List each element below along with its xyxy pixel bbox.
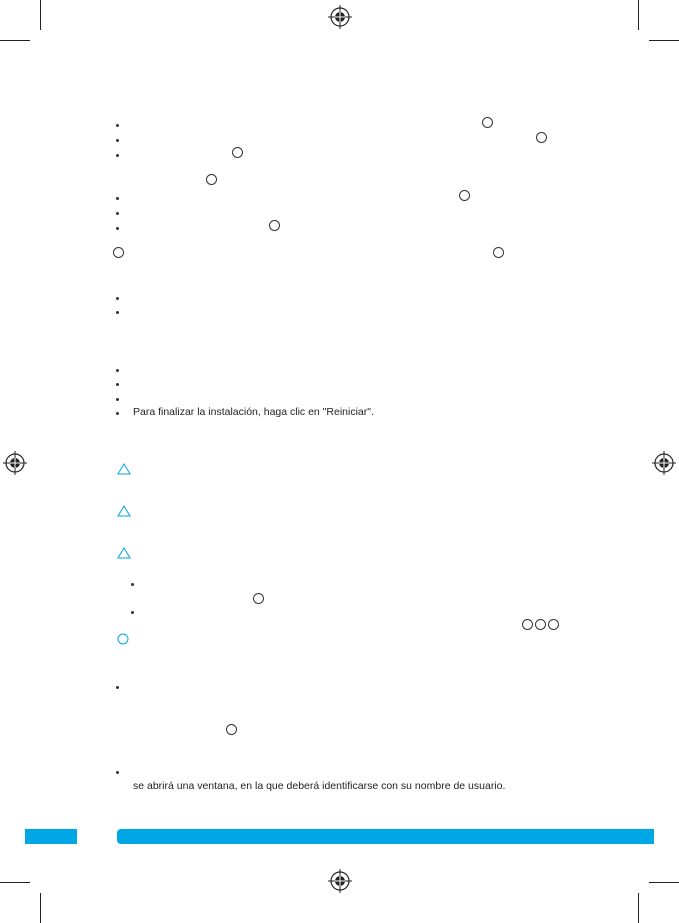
- list-bullet: [116, 771, 119, 774]
- reference-circle-icon: [535, 619, 546, 630]
- reference-circle-icon: [548, 619, 559, 630]
- footer-bar-right: [117, 829, 654, 844]
- crop-mark: [649, 882, 679, 883]
- reference-circle-icon: [206, 174, 217, 185]
- crop-mark: [40, 893, 41, 923]
- list-bullet: [116, 311, 119, 314]
- caution-triangle-icon: [117, 463, 131, 475]
- registration-mark-icon: [328, 869, 352, 893]
- list-bullet: [116, 197, 119, 200]
- list-bullet: [116, 139, 119, 142]
- list-bullet: [116, 369, 119, 372]
- reference-circle-icon: [493, 247, 504, 258]
- list-bullet: [116, 124, 119, 127]
- reference-circle-icon: [113, 247, 124, 258]
- registration-mark-icon: [652, 451, 676, 475]
- list-bullet: [116, 297, 119, 300]
- list-bullet: [116, 154, 119, 157]
- reference-circle-icon: [269, 220, 280, 231]
- reference-circle-icon: [522, 619, 533, 630]
- list-bullet: [116, 227, 119, 230]
- reference-circle-icon: [253, 593, 264, 604]
- list-bullet: [116, 383, 119, 386]
- crop-mark: [0, 40, 30, 41]
- list-bullet: [116, 398, 119, 401]
- footer-bar-left: [25, 829, 77, 844]
- caution-triangle-icon: [117, 547, 131, 559]
- registration-mark-icon: [3, 451, 27, 475]
- crop-mark: [649, 40, 679, 41]
- registration-mark-icon: [328, 5, 352, 29]
- instruction-text-finish: Para finalizar la instalación, haga clic en "Reiniciar".: [133, 406, 374, 418]
- crop-mark: [638, 0, 639, 30]
- instruction-text-window: se abrirá una ventana, en la que deberá identificarse con su nombre de usuario.: [133, 780, 506, 792]
- caution-triangle-icon: [117, 505, 131, 517]
- reference-circle-icon: [536, 132, 547, 143]
- list-bullet: [131, 611, 134, 614]
- crop-mark: [0, 882, 30, 883]
- list-bullet: [131, 583, 134, 586]
- list-bullet: [116, 212, 119, 215]
- reference-circle-icon: [459, 190, 470, 201]
- reference-circle-icon: [482, 117, 493, 128]
- reference-circle-icon: [232, 147, 243, 158]
- list-bullet: [116, 686, 119, 689]
- crop-mark: [40, 0, 41, 30]
- reference-circle-icon: [226, 724, 237, 735]
- list-bullet: [116, 412, 119, 415]
- info-circle-icon: [117, 633, 129, 645]
- crop-mark: [638, 893, 639, 923]
